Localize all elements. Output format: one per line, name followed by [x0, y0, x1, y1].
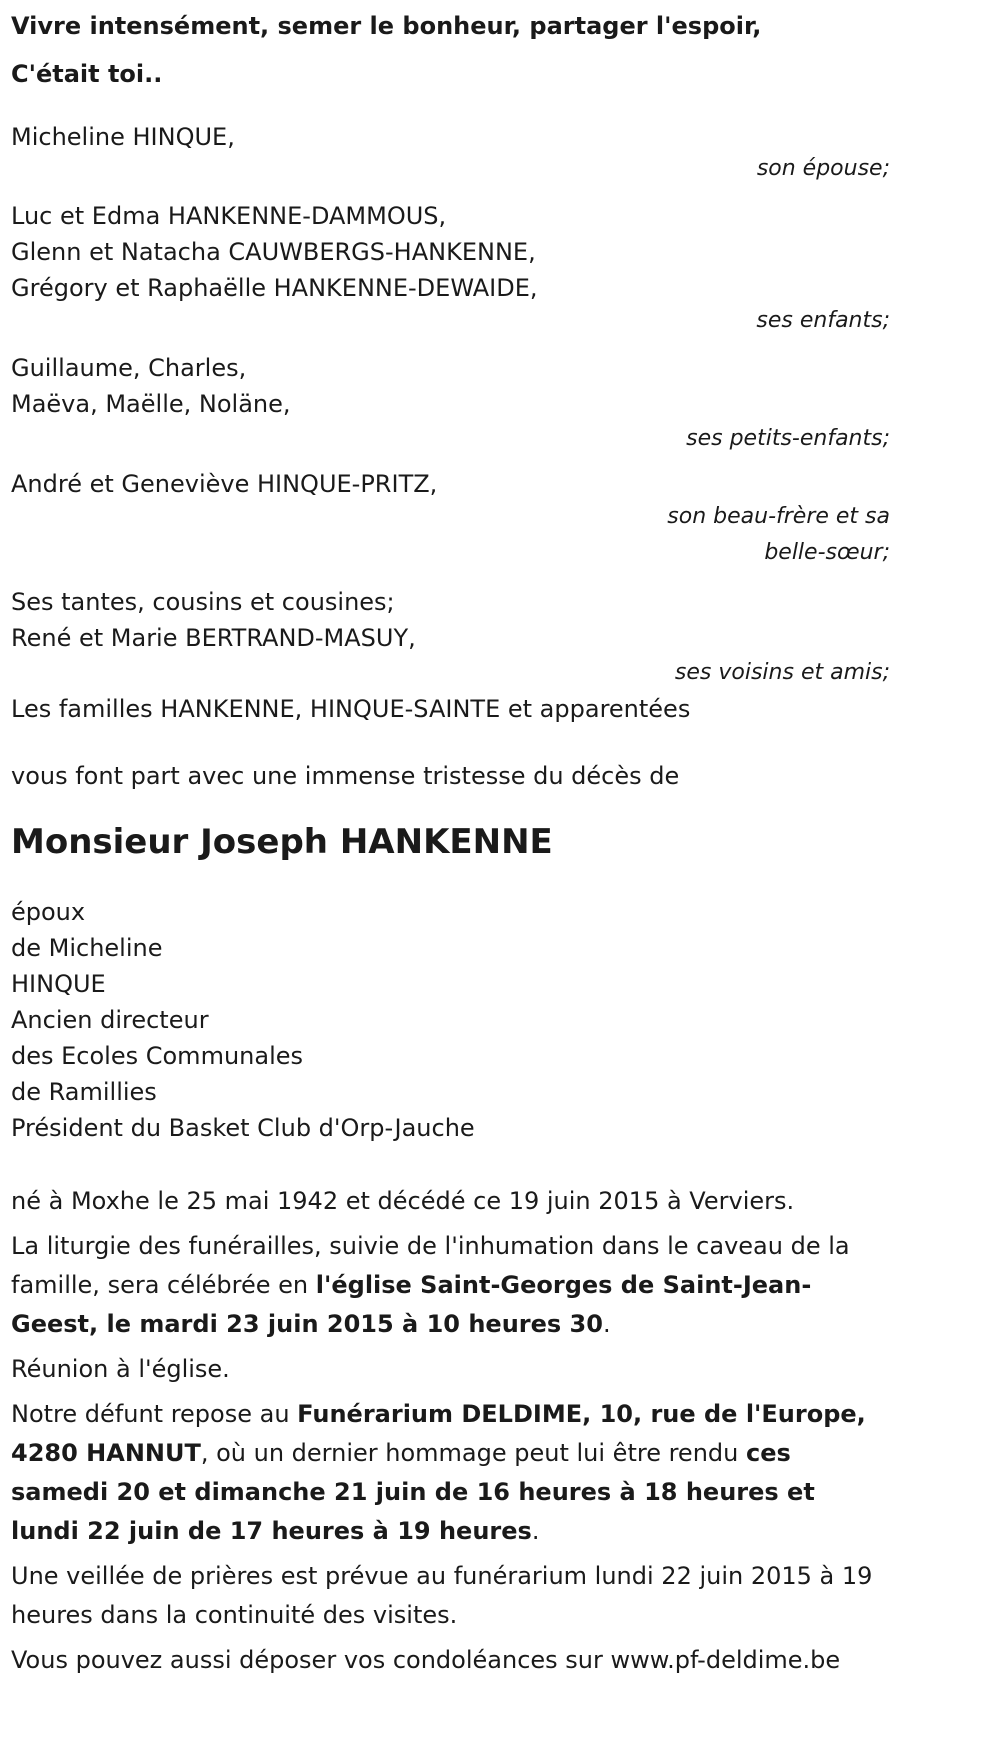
detail-line: de Ramillies [11, 1078, 157, 1106]
detail-line: Ancien directeur [11, 1006, 209, 1034]
child-line: Luc et Edma HANKENNE-DAMMOUS, [11, 202, 447, 230]
detail-line: époux [11, 898, 86, 926]
grandchild-line: Guillaume, Charles, [11, 354, 247, 382]
deceased-details [11, 894, 890, 1146]
grandchild-line: Maëva, Maëlle, Noläne, [11, 390, 291, 418]
children-block [11, 198, 890, 336]
meeting: Réunion à l'église. [11, 1355, 230, 1383]
neighbours-name: René et Marie BERTRAND-MASUY, [11, 624, 416, 652]
detail-line: Président du Basket Club d'Orp-Jauche [11, 1114, 475, 1142]
relatives-line: Ses tantes, cousins et cousines; [11, 588, 395, 616]
liturgy-end: . [602, 1310, 611, 1338]
detail-line: de Micheline [11, 934, 163, 962]
motto [11, 0, 890, 98]
deceased-name: Monsieur Joseph HANKENNE [11, 822, 553, 862]
children-role: ses enfants; [756, 308, 890, 333]
inlaws-role-line-2: belle-sœur; [764, 540, 890, 565]
grandchildren-block [11, 350, 890, 456]
grandchildren-role: ses petits-enfants; [686, 426, 890, 451]
child-line: Grégory et Raphaëlle HANKENNE-DEWAIDE, [11, 274, 538, 302]
rest-end: . [531, 1517, 540, 1545]
neighbours-role: ses voisins et amis; [674, 660, 890, 685]
condolences: Vous pouvez aussi déposer vos condoléances sur www.pf-deldime.be [11, 1646, 841, 1674]
motto-line-2: C'était toi.. [11, 60, 163, 88]
spouse-name: Micheline HINQUE, [11, 123, 235, 151]
rest-paragraph [11, 1395, 890, 1551]
inlaws-role-line-1: son beau-frère et sa [667, 504, 890, 529]
birth-death: né à Moxhe le 25 mai 1942 et décédé ce 19 juin 2015 à Verviers. [11, 1187, 795, 1215]
spouse-role: son épouse; [756, 156, 890, 181]
liturgy-place-time: l'église Saint-Georges de Saint-Jean-Geest, le mardi 23 juin 2015 à 10 heures 30 [11, 1271, 812, 1338]
motto-line-1: Vivre intensément, semer le bonheur, partager l'espoir, [11, 12, 762, 40]
announcement: vous font part avec une immense tristesse du décès de [11, 762, 680, 790]
liturgy-intro: La liturgie des funérailles, suivie de l'inhumation dans le caveau de la famille, sera célébrée en [11, 1232, 850, 1299]
detail-line: des Ecoles Communales [11, 1042, 304, 1070]
relatives-block [11, 584, 890, 728]
vigil: Une veillée de prières est prévue au funérarium lundi 22 juin 2015 à 19 heures dans la continuité des visites. [11, 1562, 873, 1629]
child-line: Glenn et Natacha CAUWBERGS-HANKENNE, [11, 238, 536, 266]
spouse-block [11, 120, 890, 184]
inlaws-name: André et Geneviève HINQUE-PRITZ, [11, 470, 438, 498]
rest-times: ces samedi 20 et dimanche 21 juin de 16 heures à 18 heures et lundi 22 juin de 17 heures à 19 heures [11, 1439, 815, 1545]
rest-middle: , où un dernier hommage peut lui être rendu [200, 1439, 746, 1467]
families-line: Les familles HANKENNE, HINQUE-SAINTE et apparentées [11, 695, 691, 723]
rest-place: Funérarium DELDIME, 10, rue de l'Europe, 4280 HANNUT [11, 1400, 866, 1467]
rest-intro: Notre défunt repose au [11, 1400, 298, 1428]
liturgy-paragraph [11, 1227, 890, 1344]
detail-line: HINQUE [11, 970, 106, 998]
inlaws-block [11, 470, 890, 570]
